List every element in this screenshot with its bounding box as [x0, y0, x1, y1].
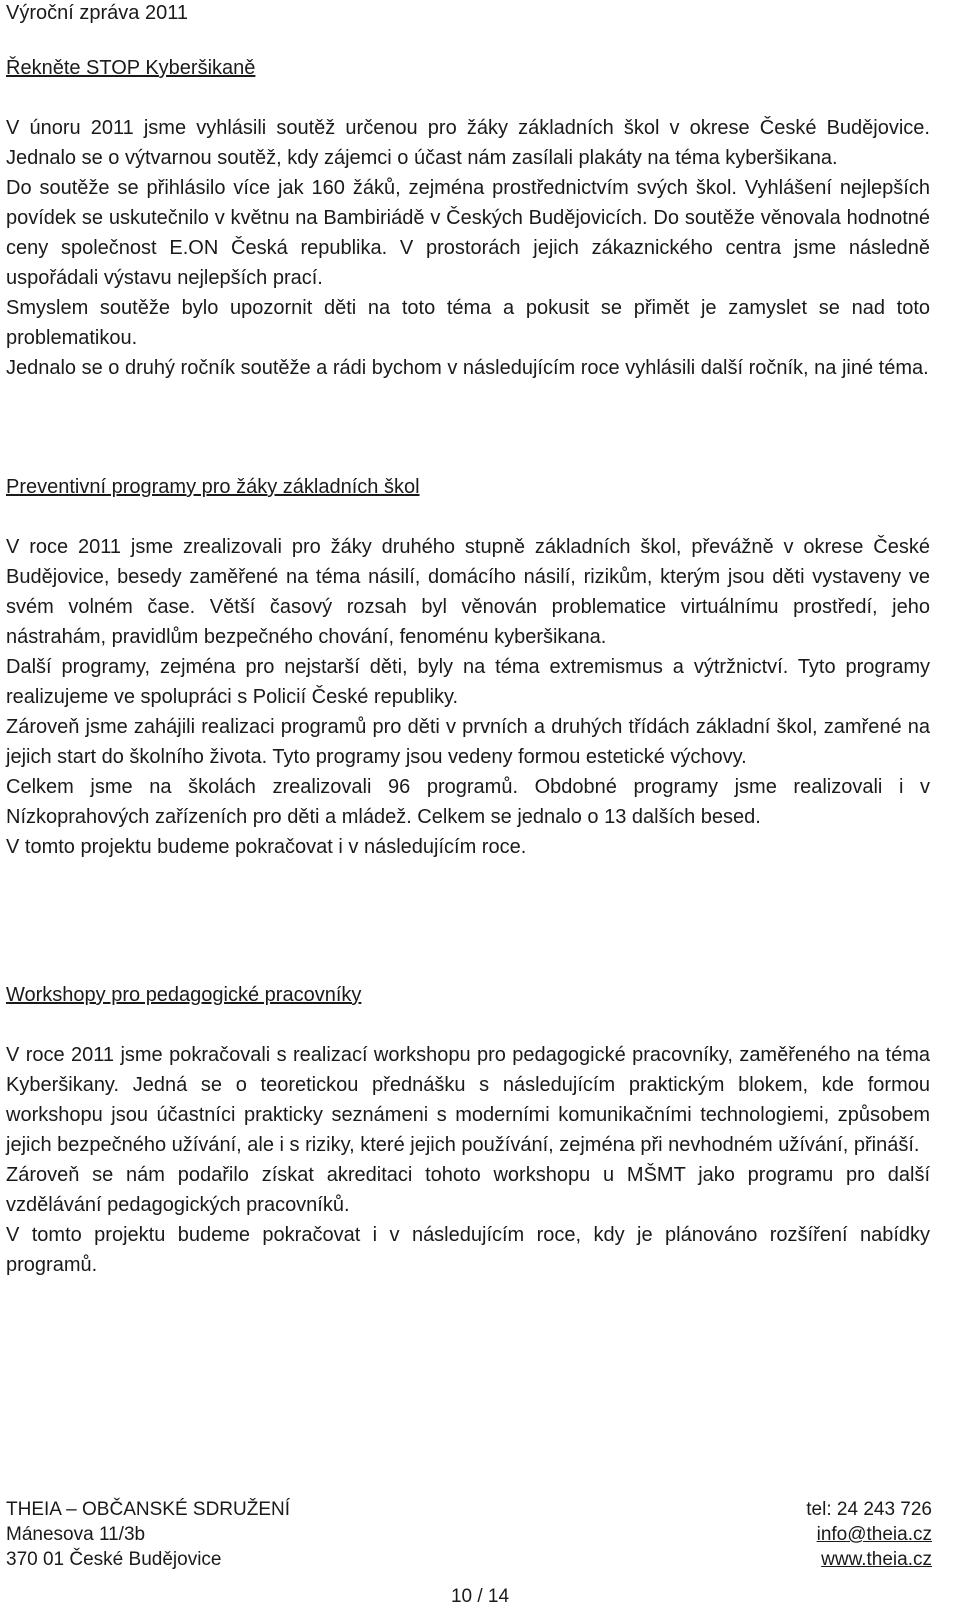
paragraph: Jednalo se o druhý ročník soutěže a rádi bychom v následujícím roce vyhlásili další ročník, na jiné téma.: [6, 357, 929, 379]
page-number: 10 / 14: [450, 1586, 510, 1607]
paragraph: Smyslem soutěže bylo upozornit děti na toto téma a pokusit se přimět je zamyslet se nad toto problematikou.: [6, 297, 930, 349]
section-kybersikana: [6, 53, 930, 383]
footer-address: [6, 1497, 290, 1572]
paragraph: V únoru 2011 jsme vyhlásili soutěž určenou pro žáky základních škol v okrese České Budějovice. Jednalo se o výtvarnou soutěž, kdy zájemci o účast nám zasílali plakáty na téma kyberšikana.: [6, 117, 930, 169]
section-heading: Řekněte STOP Kyberšikaně: [6, 57, 256, 79]
paragraph: V tomto projektu budeme pokračovat i v následujícím roce, kdy je plánováno rozšíření nabídky programů.: [6, 1224, 930, 1276]
footer-web-link[interactable]: www.theia.cz: [821, 1549, 932, 1570]
section-preventivni-programy: [6, 472, 930, 862]
footer-email-link[interactable]: info@theia.cz: [816, 1524, 932, 1545]
paragraph: Zároveň jsme zahájili realizaci programů pro děti v prvních a druhých třídách základní škol, zamřené na jejich start do školního života. Tyto programy jsou vedeny formou estetické výchovy.: [6, 716, 930, 768]
paragraph: V roce 2011 jsme zrealizovali pro žáky druhého stupně základních škol, převážně v okrese České Budějovice, besedy zaměřené na téma násilí, domácího násilí, rizikům, kterým jsou děti vystaveny ve svém volném čase. Větší časový rozsah byl věnován problematice virtuálnímu prostředí, jeho nástrahám, pravidlům bezpečného chování, fenoménu kyberšikana.: [6, 536, 930, 648]
report-title: Výroční zpráva 2011: [6, 2, 188, 24]
section-heading: Preventivní programy pro žáky základních škol: [6, 476, 420, 498]
paragraph: Celkem jsme na školách zrealizovali 96 programů. Obdobné programy jsme realizovali i v Nízkoprahových zařízeních pro děti a mládež. Celkem se jednalo o 13 dalších besed.: [6, 776, 930, 828]
section-heading: Workshopy pro pedagogické pracovníky: [6, 984, 362, 1006]
footer-org-name: THEIA – OBČANSKÉ SDRUŽENÍ: [6, 1499, 291, 1520]
paragraph: V roce 2011 jsme pokračovali s realizací workshopu pro pedagogické pracovníky, zaměřeného na téma Kyberšikany. Jedná se o teoretickou přednášku s následujícím praktickým blokem, kde formou workshopu jsou účastníci prakticky seznámeni s moderními komunikačními technologiemi, způsobem jejich bezpečného užívání, ale i s riziky, které jejich používání, zejména při nevhodném užívání, přináší.: [6, 1044, 930, 1156]
footer-city: 370 01 České Budějovice: [6, 1549, 222, 1570]
footer-street: Mánesova 11/3b: [6, 1524, 146, 1545]
paragraph: Do soutěže se přihlásilo více jak 160 žáků, zejména prostřednictvím svých škol. Vyhlášení nejlepších povídek se uskutečnilo v květnu na Bambiriádě v Českých Budějovicích. Do soutěže věnovala hodnotné ceny společnost E.ON Česká republika. V prostorách jejich zákaznického centra jsme následně uspořádali výstavu nejlepších prací.: [6, 177, 930, 289]
section-workshopy: [6, 980, 930, 1280]
paragraph: Zároveň se nám podařilo získat akreditaci tohoto workshopu u MŠMT jako programu pro další vzdělávání pedagogických pracovníků.: [6, 1164, 930, 1216]
paragraph: Další programy, zejména pro nejstarší děti, byly na téma extremismus a výtržnictví. Tyto programy realizujeme ve spolupráci s Policií České republiky.: [6, 656, 930, 708]
footer-contact: [806, 1497, 932, 1572]
paragraph: V tomto projektu budeme pokračovat i v následujícím roce.: [6, 836, 527, 858]
footer-phone: tel: 24 243 726: [806, 1499, 932, 1520]
